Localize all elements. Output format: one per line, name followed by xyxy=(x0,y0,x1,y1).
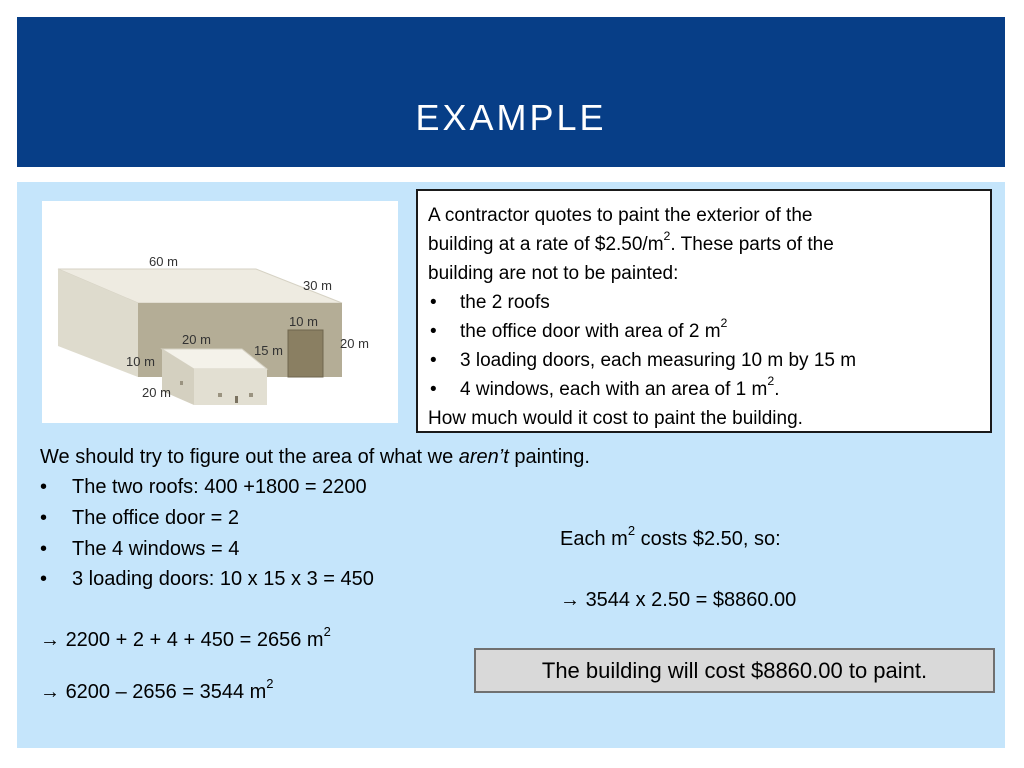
answer-text: The building will cost $8860.00 to paint. xyxy=(541,657,928,683)
work-bullet-text: The two roofs: 400 +1800 = 2200 xyxy=(72,476,367,498)
arrow-icon: → xyxy=(40,681,60,703)
answer-box xyxy=(474,648,995,693)
problem-intro-2a: building at a rate of $2.50/m xyxy=(428,234,664,255)
cost-each-line xyxy=(560,522,781,551)
lead-after: painting. xyxy=(508,446,590,468)
work-bullet-text: The 4 windows = 4 xyxy=(72,538,240,560)
problem-list-item xyxy=(428,317,980,346)
building-figure xyxy=(42,201,398,423)
bullet-glyph: • xyxy=(430,321,437,342)
arrow-icon: → xyxy=(40,629,60,651)
building-illustration xyxy=(42,201,398,423)
bullet-glyph: • xyxy=(40,476,48,498)
problem-intro-line-3: building are not to be painted: xyxy=(428,263,679,284)
label-annex-length: 20 m xyxy=(182,332,211,347)
label-annex-height: 10 m xyxy=(126,354,155,369)
lead-emphasis: aren’t xyxy=(458,446,509,468)
problem-intro-2-sup: 2 xyxy=(663,229,671,244)
sum-text: 2200 + 2 + 4 + 450 = 2656 m xyxy=(65,629,324,651)
bullet-glyph: • xyxy=(430,292,437,313)
work-bullet xyxy=(40,568,374,591)
label-door-width: 10 m xyxy=(289,314,318,329)
item-text: 4 windows, each with an area of 1 m xyxy=(460,379,768,400)
label-depth: 30 m xyxy=(303,278,332,293)
problem-item-text xyxy=(460,346,856,375)
problem-intro-line-1: A contractor quotes to paint the exterior of the xyxy=(428,205,813,226)
arrow-icon: → xyxy=(560,589,580,611)
work-bullet-text: The office door = 2 xyxy=(72,507,239,529)
label-door-height: 15 m xyxy=(254,343,283,358)
work-bullet-text: 3 loading doors: 10 x 15 x 3 = 450 xyxy=(72,568,374,590)
diff-line xyxy=(40,675,274,704)
each-before: Each m xyxy=(560,528,628,550)
work-lead xyxy=(40,446,590,469)
item-text: the office door with area of 2 m xyxy=(460,321,721,342)
sum-line xyxy=(40,623,331,652)
item-text: the 2 roofs xyxy=(460,292,550,313)
bullet-glyph: • xyxy=(40,507,48,529)
slide-title: EXAMPLE xyxy=(415,97,607,138)
label-top-length: 60 m xyxy=(149,254,178,269)
calc-text: 3544 x 2.50 = $8860.00 xyxy=(585,589,797,611)
each-sup: 2 xyxy=(627,522,636,538)
problem-box xyxy=(416,189,992,433)
each-after: costs $2.50, so: xyxy=(635,528,781,550)
problem-list-item xyxy=(428,375,980,404)
work-bullet xyxy=(40,507,239,530)
sum-sup: 2 xyxy=(323,623,331,639)
cost-calc-line xyxy=(560,589,796,612)
bullet-glyph: • xyxy=(430,350,437,371)
bullet-glyph: • xyxy=(40,568,48,590)
work-bullet xyxy=(40,538,239,561)
work-bullet xyxy=(40,476,367,499)
problem-item-text xyxy=(460,375,780,404)
problem-intro-2b: . These parts of the xyxy=(670,234,834,255)
diff-text: 6200 – 2656 = 3544 m xyxy=(65,681,267,703)
bullet-glyph: • xyxy=(430,379,437,400)
item-text: 3 loading doors, each measuring 10 m by 15 m xyxy=(460,350,857,371)
problem-item-text xyxy=(460,288,550,317)
diff-sup: 2 xyxy=(266,675,274,691)
problem-list-item xyxy=(428,346,980,375)
problem-item-text xyxy=(460,317,727,346)
bullet-glyph: • xyxy=(40,538,48,560)
problem-list-item xyxy=(428,288,980,317)
item-sup: 2 xyxy=(720,316,728,331)
item-after: . xyxy=(774,379,780,400)
item-sup: 2 xyxy=(767,374,775,389)
label-annex-depth: 20 m xyxy=(142,385,171,400)
lead-before: We should try to figure out the area of what we xyxy=(40,446,459,468)
title-banner xyxy=(17,17,1005,167)
label-height-main: 20 m xyxy=(340,336,369,351)
problem-intro-line-2 xyxy=(428,230,980,259)
problem-question: How much would it cost to paint the building. xyxy=(428,408,803,429)
